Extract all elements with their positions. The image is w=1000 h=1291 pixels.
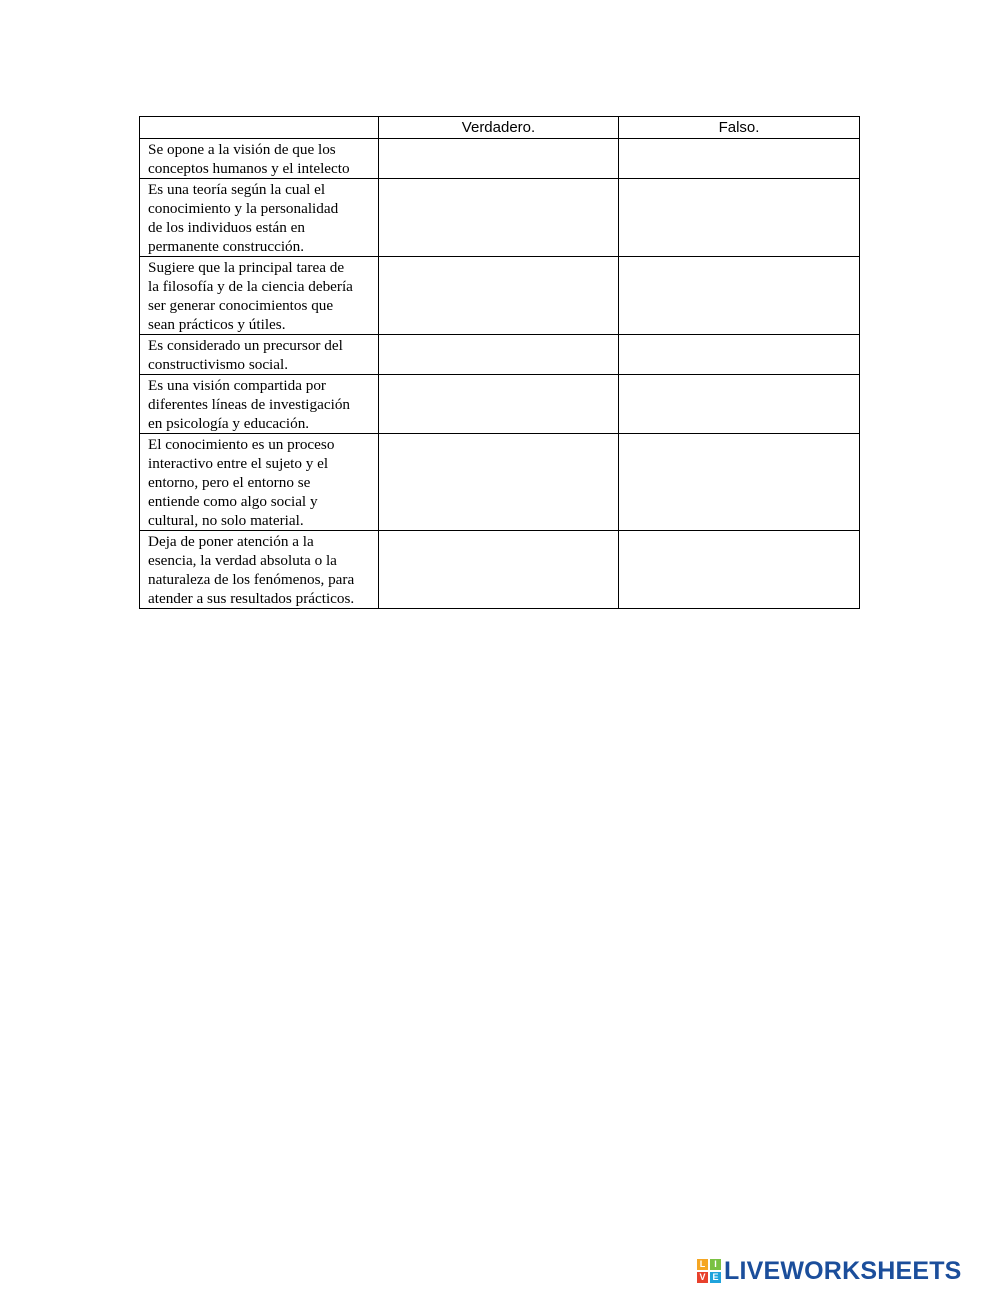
statement-line: naturaleza de los fenómenos, para — [148, 571, 355, 588]
logo-block-l: L — [697, 1259, 708, 1270]
true-answer-cell[interactable] — [379, 257, 619, 335]
false-answer-cell[interactable] — [619, 335, 860, 375]
statement-line: Es una visión compartida por — [148, 377, 326, 394]
table-row — [140, 434, 860, 531]
false-answer-cell[interactable] — [619, 531, 860, 609]
statement-line: Se opone a la visión de que los — [148, 141, 336, 158]
false-answer-cell[interactable] — [619, 257, 860, 335]
true-answer-cell[interactable] — [379, 139, 619, 179]
true-false-table — [139, 116, 860, 609]
logo-block-e: E — [710, 1272, 721, 1283]
table-row — [140, 531, 860, 609]
false-answer-cell[interactable] — [619, 179, 860, 257]
statement-line: ser generar conocimientos que — [148, 297, 334, 314]
statement-line: Es una teoría según la cual el — [148, 181, 326, 198]
statement-line: de los individuos están en — [148, 219, 305, 236]
statement-cell — [140, 139, 379, 179]
statement-line: permanente construcción. — [148, 238, 305, 255]
logo-text: LIVEWORKSHEETS — [724, 1257, 962, 1285]
table-row — [140, 139, 860, 179]
statement-header — [140, 117, 379, 139]
true-header: Verdadero. — [379, 117, 619, 139]
false-answer-cell[interactable] — [619, 375, 860, 434]
true-answer-cell[interactable] — [379, 179, 619, 257]
true-answer-cell[interactable] — [379, 531, 619, 609]
table-row — [140, 179, 860, 257]
statement-line: entorno, pero el entorno se — [148, 474, 311, 491]
header-row — [140, 117, 860, 139]
statement-line: entiende como algo social y — [148, 493, 318, 510]
statement-cell — [140, 375, 379, 434]
false-header: Falso. — [619, 117, 860, 139]
statement-line: constructivismo social. — [148, 356, 289, 373]
table-row — [140, 257, 860, 335]
statement-line: Es considerado un precursor del — [148, 337, 343, 354]
logo-block-i: I — [710, 1259, 721, 1270]
statement-line: conceptos humanos y el intelecto — [148, 160, 350, 177]
statement-line: Deja de poner atención a la — [148, 533, 314, 550]
statement-line: esencia, la verdad absoluta o la — [148, 552, 337, 569]
table-row — [140, 335, 860, 375]
statement-line: sean prácticos y útiles. — [148, 316, 286, 333]
statement-line: cultural, no solo material. — [148, 512, 304, 529]
true-answer-cell[interactable] — [379, 375, 619, 434]
logo-block-v: V — [697, 1272, 708, 1283]
statement-line: conocimiento y la personalidad — [148, 200, 339, 217]
statement-line: Sugiere que la principal tarea de — [148, 259, 345, 276]
statement-line: interactivo entre el sujeto y el — [148, 455, 329, 472]
liveworksheets-logo — [697, 1258, 962, 1284]
statement-cell — [140, 335, 379, 375]
statement-cell — [140, 531, 379, 609]
true-answer-cell[interactable] — [379, 335, 619, 375]
false-answer-cell[interactable] — [619, 434, 860, 531]
table-row — [140, 375, 860, 434]
true-answer-cell[interactable] — [379, 434, 619, 531]
statement-cell — [140, 434, 379, 531]
statement-line: atender a sus resultados prácticos. — [148, 590, 355, 607]
statement-line: El conocimiento es un proceso — [148, 436, 335, 453]
logo-icon — [697, 1259, 721, 1283]
statement-cell — [140, 257, 379, 335]
statement-line: en psicología y educación. — [148, 415, 310, 432]
false-answer-cell[interactable] — [619, 139, 860, 179]
statement-cell — [140, 179, 379, 257]
statement-line: diferentes líneas de investigación — [148, 396, 351, 413]
statement-line: la filosofía y de la ciencia debería — [148, 278, 353, 295]
